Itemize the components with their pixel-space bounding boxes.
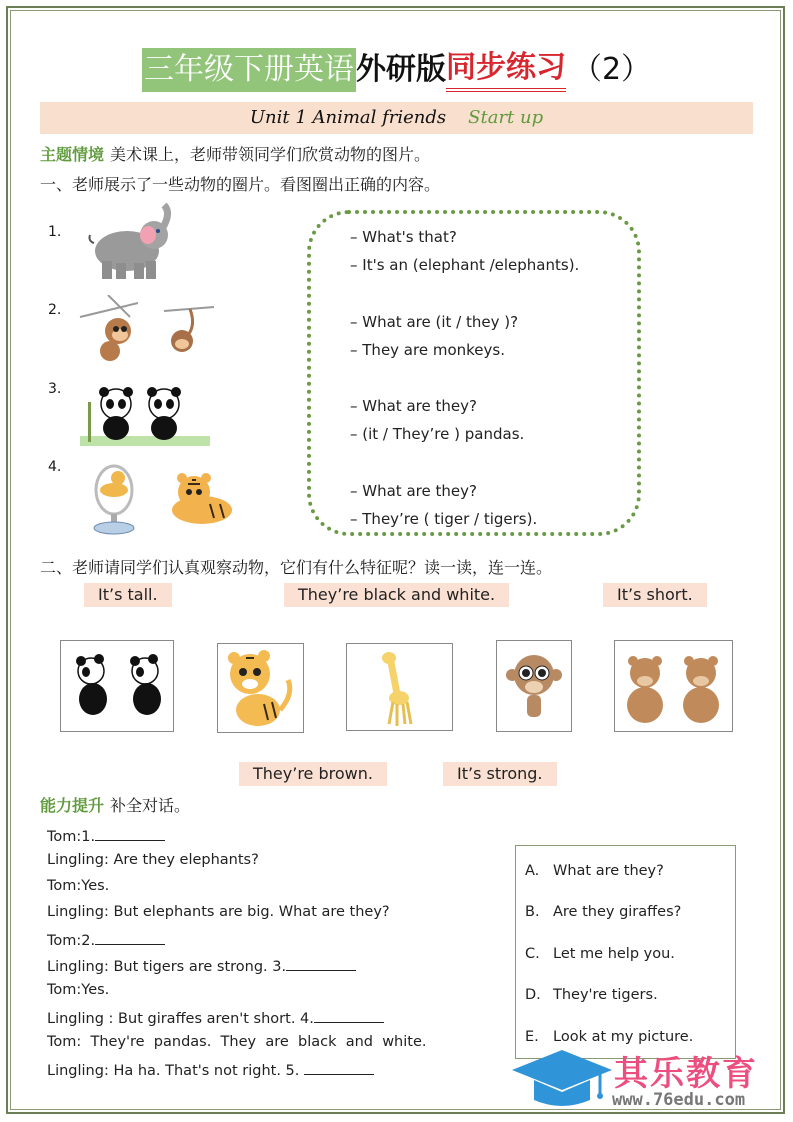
monkeys-picture — [78, 295, 218, 365]
tiger-icon — [218, 644, 303, 732]
option-a[interactable]: A. What are they? — [525, 863, 664, 879]
phrase-tag[interactable]: It’s strong. — [443, 762, 557, 786]
answer-blank[interactable] — [95, 930, 165, 945]
tigers-picture — [92, 460, 252, 535]
dialogue-line: Tom: They're pandas. They are black and white. — [47, 1034, 427, 1050]
dialogue-question-3: – What are they? — [350, 397, 477, 415]
intro-label: 主题情境 — [40, 145, 105, 164]
title-number: （2） — [571, 52, 652, 87]
intro-line — [40, 142, 430, 165]
section3-text: 补全对话。 — [110, 796, 191, 815]
dialogue-line: Tom:Yes. — [47, 982, 110, 998]
dialogue-line: Tom:Yes. — [47, 878, 110, 894]
section3-heading — [40, 793, 190, 816]
phrase-tag[interactable]: They’re brown. — [239, 762, 387, 786]
dialogue-line: Lingling: But tigers are strong. 3. — [47, 956, 356, 975]
monkey-icon — [497, 641, 571, 731]
giraffe-icon — [347, 644, 452, 730]
dialogue-line: Tom:2. — [47, 930, 165, 949]
dialogue-line: Lingling: Are they elephants? — [47, 852, 259, 868]
section3-label: 能力提升 — [40, 796, 105, 815]
lesson-title: Start up — [468, 107, 544, 128]
pandas-icon — [61, 641, 173, 731]
dialogue-line: Lingling: Ha ha. That's not right. 5. — [47, 1060, 374, 1079]
intro-text: 美术课上，老师带领同学们欣赏动物的图片。 — [110, 145, 431, 164]
unit-banner — [40, 102, 753, 134]
dialogue-line: Tom:1. — [47, 826, 165, 845]
dialogue-answer-2: – They are monkeys. — [350, 341, 505, 359]
item-number: 4. — [48, 459, 62, 475]
item-number: 3. — [48, 381, 62, 397]
section1-instruction: 一、老师展示了一些动物的圈片。看图圈出正确的内容。 — [40, 175, 441, 194]
answer-blank[interactable] — [286, 956, 356, 971]
answer-blank[interactable] — [304, 1060, 374, 1075]
dialogue-question-4: – What are they? — [350, 482, 477, 500]
unit-title: Unit 1 Animal friends — [249, 107, 447, 128]
graduation-cap-icon — [512, 1050, 612, 1110]
pandas-picture — [80, 382, 220, 448]
page-title — [0, 48, 793, 92]
item-number: 1. — [48, 224, 62, 240]
dialogue-answer-3[interactable]: – (it / They’re ) pandas. — [350, 425, 525, 443]
dialogue-question-2[interactable]: – What are (it / they )? — [350, 313, 519, 331]
item-number: 2. — [48, 302, 62, 318]
elephant-picture — [82, 203, 182, 283]
option-c[interactable]: C. Let me help you. — [525, 946, 675, 962]
watermark-brand: 其乐教育 — [614, 1054, 758, 1094]
option-d[interactable]: D. They're tigers. — [525, 987, 658, 1003]
phrase-tag[interactable]: It’s short. — [603, 583, 707, 607]
dialogue-answer-1[interactable]: – It's an (elephant /elephants). — [350, 256, 580, 274]
picture-pandas[interactable] — [60, 640, 174, 732]
bears-icon — [615, 641, 732, 731]
picture-monkey[interactable] — [496, 640, 572, 732]
dialogue-answer-4[interactable]: – They’re ( tiger / tigers). — [350, 510, 538, 528]
dialogue-question-1: – What's that? — [350, 228, 457, 246]
title-practice: 同步练习 — [446, 48, 566, 92]
phrase-tag[interactable]: They’re black and white. — [284, 583, 509, 607]
picture-bears[interactable] — [614, 640, 733, 732]
answer-blank[interactable] — [314, 1008, 384, 1023]
answer-blank[interactable] — [95, 826, 165, 841]
dialogue-line: Lingling: But elephants are big. What are they? — [47, 904, 390, 920]
picture-giraffe[interactable] — [346, 643, 453, 731]
title-edition: 外研版 — [355, 52, 446, 87]
dialogue-line: Lingling : But giraffes aren't short. 4. — [47, 1008, 384, 1027]
title-grade: 三年级下册英语 — [142, 48, 356, 92]
option-b[interactable]: B. Are they giraffes? — [525, 904, 682, 920]
phrase-tag[interactable]: It’s tall. — [84, 583, 172, 607]
section2-instruction: 二、老师请同学们认真观察动物，它们有什么特征呢？读一读，连一连。 — [40, 558, 553, 577]
picture-tiger[interactable] — [217, 643, 304, 733]
watermark-url: www.76edu.com — [612, 1090, 746, 1110]
option-e[interactable]: E. Look at my picture. — [525, 1029, 694, 1045]
